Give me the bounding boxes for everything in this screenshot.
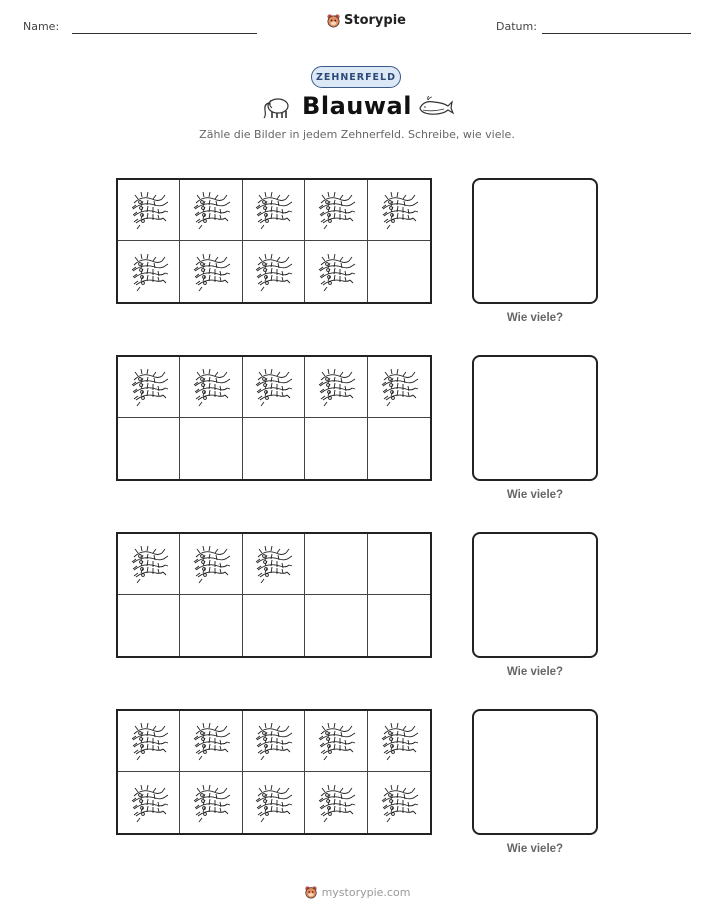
answer-box[interactable] [472, 709, 598, 835]
worksheet-type-badge: ZEHNERFELD [311, 66, 401, 88]
ten-frame-cell [368, 418, 430, 479]
ten-frame-cell [368, 772, 430, 833]
ten-frame-cell [243, 772, 305, 833]
ten-frame-cell [243, 595, 305, 656]
bear-logo-icon [304, 885, 318, 899]
ten-frame-cell [180, 180, 242, 241]
answer-label: Wie viele? [506, 666, 564, 678]
footer-url[interactable]: mystorypie.com [321, 885, 411, 899]
ten-frame-cell [118, 357, 180, 418]
krill-icon [252, 251, 294, 293]
ten-frame [116, 355, 432, 481]
name-line[interactable] [72, 33, 257, 34]
ten-frame-cell [368, 357, 430, 418]
ten-frame-cell [118, 180, 180, 241]
ten-frame-cell [243, 418, 305, 479]
worksheet-title: Blauwal [302, 92, 412, 120]
ten-frame-cell [180, 534, 242, 595]
ten-frame-cell [180, 711, 242, 772]
name-label: Name: [23, 20, 60, 33]
ten-frame-cell [305, 772, 367, 833]
ten-frame [116, 178, 432, 304]
ten-frame-cell [118, 711, 180, 772]
ten-frame [116, 532, 432, 658]
ten-frame-cell [118, 595, 180, 656]
answer-label: Wie viele? [506, 843, 564, 855]
storypie-logo [326, 13, 406, 28]
krill-icon [252, 543, 294, 585]
ten-frame-cell [180, 357, 242, 418]
krill-icon [315, 782, 357, 824]
ten-frame-cell [243, 241, 305, 302]
whale-icon [418, 96, 454, 118]
ten-frame-cell [118, 772, 180, 833]
krill-icon [378, 720, 420, 762]
ten-frame-cell [118, 418, 180, 479]
footer [0, 885, 714, 899]
date-line[interactable] [542, 33, 691, 34]
ten-frame-cell [243, 180, 305, 241]
krill-icon [315, 189, 357, 231]
krill-icon [190, 543, 232, 585]
ten-frame-cell [305, 595, 367, 656]
ten-frame-cell [368, 180, 430, 241]
answer-label: Wie viele? [506, 312, 564, 324]
answer-label: Wie viele? [506, 489, 564, 501]
ten-frame-cell [180, 241, 242, 302]
ten-frame [116, 709, 432, 835]
ten-frame-cell [180, 595, 242, 656]
ten-frame-cell [305, 711, 367, 772]
krill-icon [252, 782, 294, 824]
krill-icon [128, 189, 170, 231]
krill-icon [190, 782, 232, 824]
ten-frame-cell [368, 534, 430, 595]
bear-logo-icon [326, 13, 341, 28]
ten-frame-cell [368, 711, 430, 772]
krill-icon [190, 189, 232, 231]
ten-frame-cell [243, 357, 305, 418]
krill-icon [378, 366, 420, 408]
krill-icon [315, 720, 357, 762]
krill-icon [128, 251, 170, 293]
krill-icon [128, 782, 170, 824]
instructions: Zähle die Bilder in jedem Zehnerfeld. Schreibe, wie viele. [199, 128, 515, 141]
krill-icon [128, 720, 170, 762]
ten-frame-cell [118, 241, 180, 302]
ten-frame-cell [243, 534, 305, 595]
ten-frame-cell [305, 241, 367, 302]
krill-icon [128, 543, 170, 585]
ten-frame-cell [368, 595, 430, 656]
krill-icon [252, 366, 294, 408]
krill-icon [190, 366, 232, 408]
krill-icon [315, 366, 357, 408]
brand-name: Storypie [344, 13, 406, 28]
ten-frame-cell [243, 711, 305, 772]
answer-box[interactable] [472, 355, 598, 481]
krill-icon [378, 782, 420, 824]
krill-icon [378, 189, 420, 231]
ten-frame-cell [305, 357, 367, 418]
ten-frame-cell [368, 241, 430, 302]
ten-frame-cell [305, 180, 367, 241]
krill-icon [128, 366, 170, 408]
ten-frame-cell [180, 772, 242, 833]
krill-icon [190, 251, 232, 293]
krill-icon [190, 720, 232, 762]
date-label: Datum: [496, 20, 537, 33]
ten-frame-cell [118, 534, 180, 595]
ten-frame-cell [305, 534, 367, 595]
krill-icon [252, 189, 294, 231]
krill-icon [252, 720, 294, 762]
answer-box[interactable] [472, 532, 598, 658]
answer-box[interactable] [472, 178, 598, 304]
krill-icon [315, 251, 357, 293]
ten-frame-cell [305, 418, 367, 479]
ten-frame-cell [180, 418, 242, 479]
